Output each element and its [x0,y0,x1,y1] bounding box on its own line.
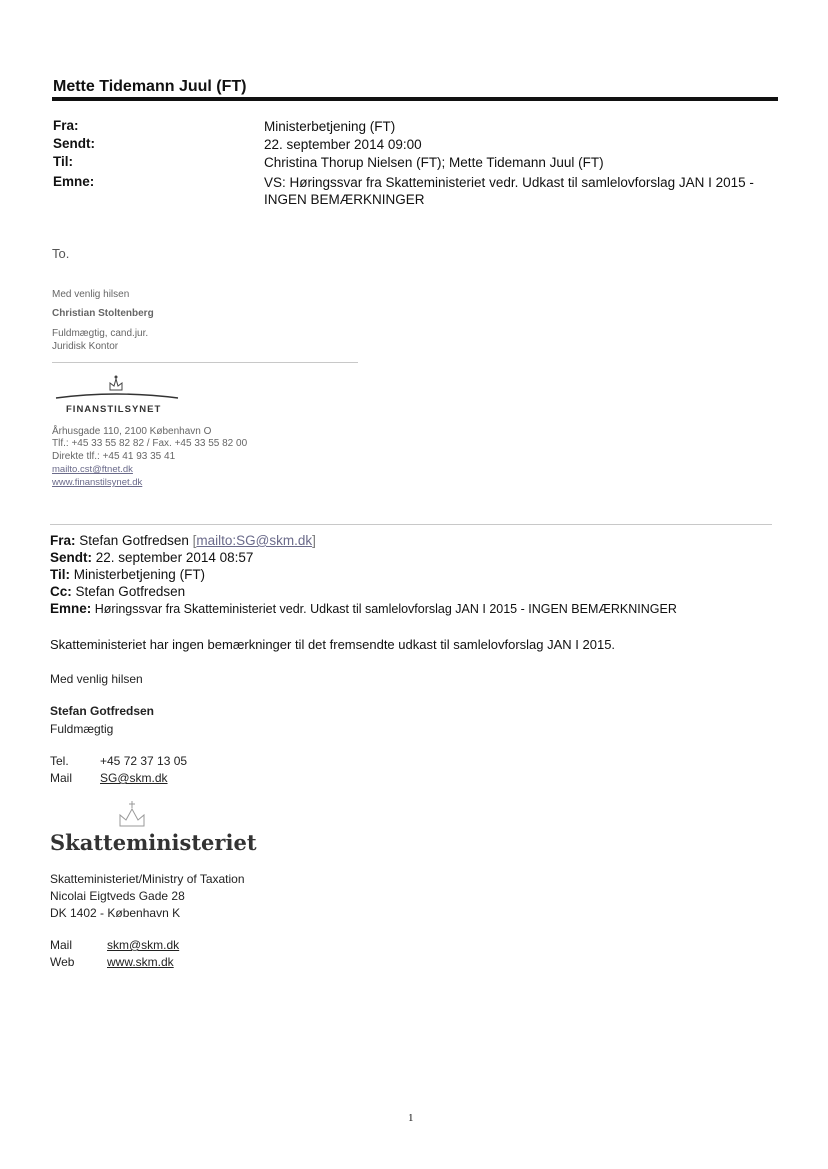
tel-label: Tel. [50,754,69,768]
mail-label: Mail [50,771,73,785]
document-title: Mette Tidemann Juul (FT) [53,78,247,95]
forward-closing: Med venlig hilsen [52,289,130,300]
original-sent-value: 22. september 2014 08:57 [95,550,254,565]
title-rule [52,97,778,101]
original-from-link-close: ] [312,533,316,548]
original-signer-name: Stefan Gotfredsen [50,704,155,718]
original-cc-value: Stefan Gotfredsen [75,584,186,599]
forward-mailto-link[interactable]: mailto.cst@ftnet.dk [52,464,133,475]
header-subject-value: VS: Høringssvar fra Skatteministeriet vedr. Udkast til samlelovforslag JAN I 2015 - INGEN BEMÆRKNINGER [264,175,754,207]
org-web-label: Web [50,955,75,969]
original-cc-label: Cc: [50,584,72,599]
original-from-line [50,533,316,548]
forward-address: Århusgade 110, 2100 København O [52,426,212,437]
forward-website-link[interactable]: www.finanstilsynet.dk [52,477,143,488]
greeting: To. [52,246,70,261]
header-to-value: Christina Thorup Nielsen (FT); Mette Tidemann Juul (FT) [264,155,604,170]
forward-signer-name: Christian Stoltenberg [52,308,154,319]
finanstilsynet-logo-text: FINANSTILSYNET [66,404,162,415]
forward-signer-role: Fuldmægtig, cand.jur. [52,328,149,339]
tel-value: +45 72 37 13 05 [100,754,188,768]
original-subject-label: Emne: [50,601,92,616]
forward-signer-department: Juridisk Kontor [52,341,119,352]
original-to-label: Til: [50,567,70,582]
signature-divider [52,362,358,363]
forward-direct-phone: Direkte tlf.: +45 41 93 35 41 [52,451,176,462]
original-subject-line [50,601,677,616]
skatteministeriet-brand: Skatteministeriet [50,830,257,855]
header-subject-label: Emne: [53,174,95,189]
original-sent-line [50,550,253,565]
original-signer-role: Fuldmægtig [50,722,114,736]
header-to-label: Til: [53,154,73,169]
org-name-line: Skatteministeriet/Ministry of Taxation [50,872,245,886]
header-sent-value: 22. september 2014 09:00 [264,137,422,152]
original-closing: Med venlig hilsen [50,672,143,686]
original-from-name: Stefan Gotfredsen [79,533,189,548]
message-body: Skatteministeriet har ingen bemærkninger til det fremsendte udkast til samlelovforslag JAN I 2015. [50,637,616,652]
org-city: DK 1402 - København K [50,906,181,920]
original-sent-label: Sendt: [50,550,92,565]
header-sent-label: Sendt: [53,136,95,151]
org-street: Nicolai Eigtveds Gade 28 [50,889,185,903]
original-from-link-open: [ [192,533,197,548]
original-from-label: Fra: [50,533,76,548]
org-mail-label: Mail [50,938,73,952]
forward-phones: Tlf.: +45 33 55 82 82 / Fax. +45 33 55 82 00 [52,438,248,449]
header-from-label: Fra: [53,118,79,133]
org-web-link[interactable]: www.skm.dk [107,955,174,969]
org-mail-link[interactable]: skm@skm.dk [107,938,180,952]
finanstilsynet-crown-logo [52,368,182,404]
original-to-value: Ministerbetjening (FT) [73,567,206,582]
original-from-mailto-link[interactable]: mailto:SG@skm.dk [196,533,313,548]
message-divider [50,524,772,525]
original-to-line [50,567,205,582]
mail-link[interactable]: SG@skm.dk [100,771,168,785]
page-number: 1 [408,1112,414,1124]
header-from-value: Ministerbetjening (FT) [264,119,396,134]
original-subject-value: Høringssvar fra Skatteministeriet vedr. Udkast til samlelovforslag JAN I 2015 - INGEN BEMÆRKNINGER [94,602,677,616]
original-cc-line [50,584,185,599]
skatteministeriet-crown-logo [112,796,152,830]
